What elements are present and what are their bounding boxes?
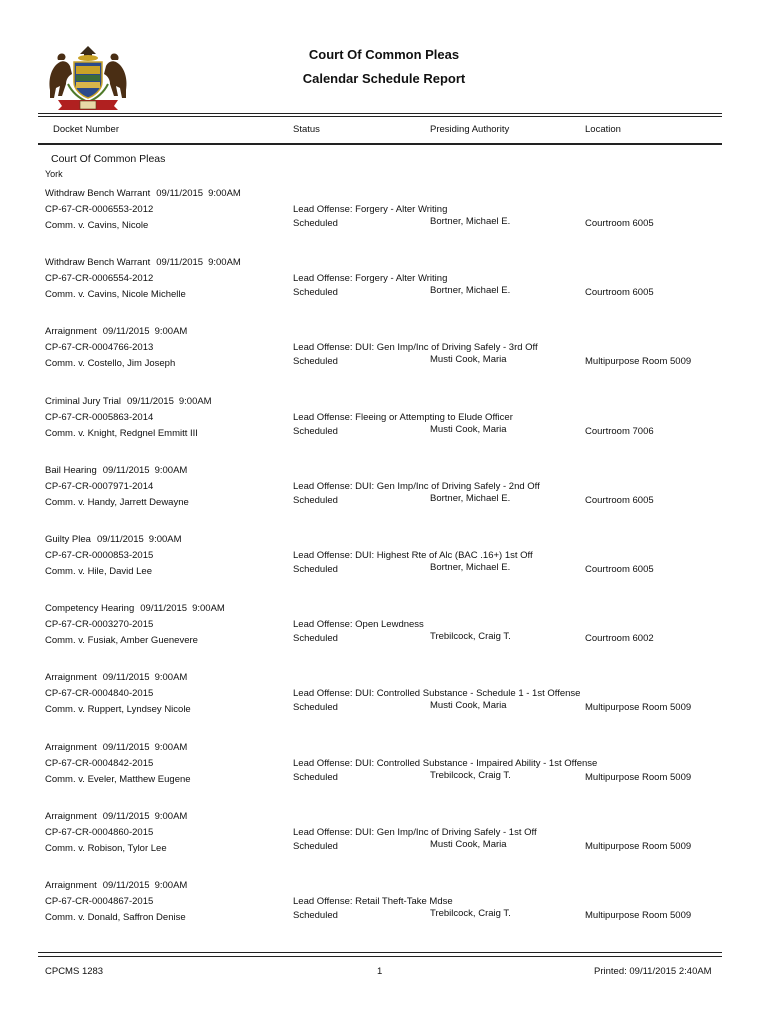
case-presiding-authority: Musti Cook, Maria — [430, 424, 507, 435]
column-header-status: Status — [293, 124, 320, 135]
case-presiding-authority: Trebilcock, Craig T. — [430, 770, 511, 781]
case-event-line — [45, 811, 187, 822]
case-lead-offense: Lead Offense: Open Lewdness — [293, 619, 424, 630]
case-event-type: Arraignment — [45, 326, 97, 337]
case-entry — [0, 809, 768, 869]
case-presiding-authority: Bortner, Michael E. — [430, 216, 511, 227]
case-event-time: 9:00AM — [208, 188, 241, 199]
case-docket-number: CP-67-CR-0004860-2015 — [45, 827, 154, 838]
case-docket-number: CP-67-CR-0006553-2012 — [45, 204, 154, 215]
footer-rule — [38, 952, 722, 953]
case-presiding-authority: Musti Cook, Maria — [430, 839, 507, 850]
case-caption: Comm. v. Knight, Redgnel Emmitt III — [45, 428, 198, 439]
case-event-type: Arraignment — [45, 880, 97, 891]
case-caption: Comm. v. Hile, David Lee — [45, 566, 152, 577]
case-event-time: 9:00AM — [154, 880, 188, 891]
case-entry — [0, 324, 768, 384]
case-docket-number: CP-67-CR-0005863-2014 — [45, 412, 154, 423]
case-status: Scheduled — [293, 287, 338, 298]
column-header-docket: Docket Number — [53, 124, 119, 135]
case-event-time: 9:00AM — [154, 326, 188, 337]
case-lead-offense: Lead Offense: Fleeing or Attempting to Elude Officer — [293, 412, 513, 423]
case-entry — [0, 255, 768, 315]
case-entry — [0, 186, 768, 246]
case-event-line — [45, 603, 225, 614]
case-caption: Comm. v. Cavins, Nicole — [45, 220, 149, 231]
case-lead-offense: Lead Offense: Retail Theft-Take Mdse — [293, 896, 453, 907]
case-status: Scheduled — [293, 702, 338, 713]
case-presiding-authority: Trebilcock, Craig T. — [430, 908, 511, 919]
case-event-line — [45, 742, 187, 753]
case-event-time: 9:00AM — [154, 672, 188, 683]
case-lead-offense: Lead Offense: DUI: Highest Rte of Alc (BAC .16+) 1st Off — [293, 550, 533, 561]
case-event-date: 09/11/2015 — [102, 326, 150, 337]
case-lead-offense: Lead Offense: DUI: Gen Imp/Inc of Driving Safely - 1st Off — [293, 827, 537, 838]
column-header-rule — [38, 143, 722, 145]
case-caption: Comm. v. Fusiak, Amber Guenevere — [45, 635, 198, 646]
report-court-title: Court Of Common Pleas — [308, 47, 460, 62]
case-event-time: 9:00AM — [192, 603, 225, 614]
section-county: York — [45, 169, 63, 179]
case-presiding-authority: Musti Cook, Maria — [430, 354, 507, 365]
case-event-line — [45, 534, 182, 545]
case-location: Multipurpose Room 5009 — [585, 356, 692, 367]
case-docket-number: CP-67-CR-0004840-2015 — [45, 688, 154, 699]
case-event-date: 09/11/2015 — [102, 672, 150, 683]
case-event-time: 9:00AM — [208, 257, 241, 268]
case-caption: Comm. v. Ruppert, Lyndsey Nicole — [45, 704, 191, 715]
case-status: Scheduled — [293, 841, 338, 852]
case-event-line — [45, 880, 187, 891]
case-event-time: 9:00AM — [154, 811, 188, 822]
case-lead-offense: Lead Offense: Forgery - Alter Writing — [293, 273, 448, 284]
case-caption: Comm. v. Cavins, Nicole Michelle — [45, 289, 186, 300]
case-status: Scheduled — [293, 495, 338, 506]
case-event-type: Criminal Jury Trial — [45, 396, 122, 407]
case-event-line — [45, 465, 187, 476]
section-court-name: Court Of Common Pleas — [51, 153, 166, 165]
case-event-line — [45, 672, 187, 683]
case-status: Scheduled — [293, 356, 338, 367]
case-docket-number: CP-67-CR-0000853-2015 — [45, 550, 154, 561]
case-event-type: Arraignment — [45, 742, 97, 753]
case-event-type: Withdraw Bench Warrant — [45, 188, 151, 199]
case-event-line — [45, 188, 241, 199]
column-header-location: Location — [585, 124, 621, 135]
case-location: Multipurpose Room 5009 — [585, 702, 692, 713]
case-event-line — [45, 326, 187, 337]
case-entry — [0, 463, 768, 523]
footer-page-number: 1 — [377, 966, 383, 977]
case-location: Multipurpose Room 5009 — [585, 772, 692, 783]
case-event-type: Arraignment — [45, 811, 97, 822]
case-event-date: 09/11/2015 — [102, 811, 150, 822]
case-status: Scheduled — [293, 772, 338, 783]
case-event-time: 9:00AM — [154, 465, 188, 476]
case-event-time: 9:00AM — [178, 396, 212, 407]
case-caption: Comm. v. Donald, Saffron Denise — [45, 912, 186, 923]
case-location: Courtroom 6005 — [585, 287, 654, 298]
case-presiding-authority: Bortner, Michael E. — [430, 562, 511, 573]
case-docket-number: CP-67-CR-0003270-2015 — [45, 619, 154, 630]
case-event-type: Guilty Plea — [45, 534, 91, 545]
case-entry — [0, 740, 768, 800]
case-lead-offense: Lead Offense: Forgery - Alter Writing — [293, 204, 448, 215]
case-caption: Comm. v. Eveler, Matthew Eugene — [45, 774, 191, 785]
report-title: Calendar Schedule Report — [302, 71, 466, 86]
case-event-date: 09/11/2015 — [102, 880, 150, 891]
header-top-rule — [38, 113, 722, 114]
case-caption: Comm. v. Robison, Tylor Lee — [45, 843, 167, 854]
case-event-type: Arraignment — [45, 672, 97, 683]
case-event-time: 9:00AM — [148, 534, 182, 545]
header-top-rule-2 — [38, 116, 722, 117]
case-entry — [0, 601, 768, 661]
footer-printed-timestamp: Printed: 09/11/2015 2:40AM — [594, 966, 712, 977]
case-event-date: 09/11/2015 — [140, 603, 188, 614]
case-event-date: 09/11/2015 — [156, 188, 204, 199]
case-presiding-authority: Bortner, Michael E. — [430, 285, 511, 296]
case-docket-number: CP-67-CR-0007971-2014 — [45, 481, 154, 492]
case-presiding-authority: Trebilcock, Craig T. — [430, 631, 511, 642]
case-event-date: 09/11/2015 — [102, 465, 150, 476]
case-docket-number: CP-67-CR-0004766-2013 — [45, 342, 154, 353]
case-status: Scheduled — [293, 633, 338, 644]
case-lead-offense: Lead Offense: DUI: Gen Imp/Inc of Driving Safely - 3rd Off — [293, 342, 538, 353]
case-event-line — [45, 396, 212, 407]
case-lead-offense: Lead Offense: DUI: Controlled Substance - Impaired Ability - 1st Offense — [293, 758, 598, 769]
case-status: Scheduled — [293, 910, 338, 921]
case-entry — [0, 394, 768, 454]
case-entry — [0, 532, 768, 592]
case-entry — [0, 670, 768, 730]
case-location: Courtroom 6002 — [585, 633, 654, 644]
case-location: Courtroom 6005 — [585, 564, 654, 575]
case-status: Scheduled — [293, 218, 338, 229]
case-event-date: 09/11/2015 — [127, 396, 174, 407]
case-location: Multipurpose Room 5009 — [585, 841, 692, 852]
case-docket-number: CP-67-CR-0004867-2015 — [45, 896, 154, 907]
case-event-date: 09/11/2015 — [96, 534, 144, 545]
case-docket-number: CP-67-CR-0006554-2012 — [45, 273, 154, 284]
footer-form-id: CPCMS 1283 — [45, 966, 104, 977]
case-location: Courtroom 7006 — [585, 426, 654, 437]
case-presiding-authority: Musti Cook, Maria — [430, 700, 507, 711]
case-entry — [0, 878, 768, 938]
case-event-type: Withdraw Bench Warrant — [45, 257, 151, 268]
case-event-date: 09/11/2015 — [156, 257, 204, 268]
case-lead-offense: Lead Offense: DUI: Controlled Substance - Schedule 1 - 1st Offense — [293, 688, 581, 699]
case-location: Multipurpose Room 5009 — [585, 910, 692, 921]
case-docket-number: CP-67-CR-0004842-2015 — [45, 758, 154, 769]
case-presiding-authority: Bortner, Michael E. — [430, 493, 511, 504]
case-event-type: Competency Hearing — [45, 603, 135, 614]
case-event-type: Bail Hearing — [45, 465, 97, 476]
footer-rule-2 — [38, 956, 722, 957]
case-event-line — [45, 257, 241, 268]
case-caption: Comm. v. Handy, Jarrett Dewayne — [45, 497, 189, 508]
case-lead-offense: Lead Offense: DUI: Gen Imp/Inc of Driving Safely - 2nd Off — [293, 481, 540, 492]
case-status: Scheduled — [293, 564, 338, 575]
case-caption: Comm. v. Costello, Jim Joseph — [45, 358, 176, 369]
column-header-authority: Presiding Authority — [430, 124, 510, 135]
case-event-date: 09/11/2015 — [102, 742, 150, 753]
case-event-time: 9:00AM — [154, 742, 188, 753]
case-status: Scheduled — [293, 426, 338, 437]
case-location: Courtroom 6005 — [585, 218, 654, 229]
case-location: Courtroom 6005 — [585, 495, 654, 506]
